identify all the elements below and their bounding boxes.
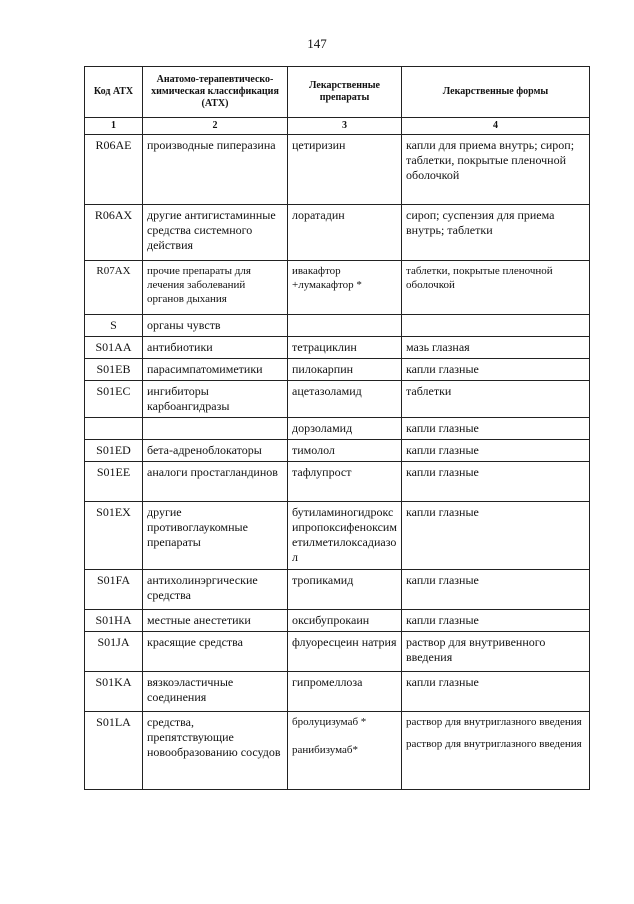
header-forms: Лекарственные формы bbox=[402, 67, 590, 118]
dosage-form: раствор для внутриглазного введения bbox=[406, 716, 582, 728]
dosage-form: капли глазные bbox=[402, 672, 590, 712]
dosage-form: капли глазные bbox=[402, 359, 590, 381]
dosage-form: капли глазные bbox=[402, 462, 590, 502]
dosage-form bbox=[402, 315, 590, 337]
table-row bbox=[85, 672, 590, 712]
atx-code: R06AE bbox=[85, 135, 143, 205]
table-row bbox=[85, 261, 590, 315]
dosage-form: таблетки, покрытые пленочной оболочкой bbox=[402, 261, 590, 315]
table-row bbox=[85, 632, 590, 672]
atx-code: S01JA bbox=[85, 632, 143, 672]
table-header-row bbox=[85, 67, 590, 118]
dosage-form: мазь глазная bbox=[402, 337, 590, 359]
atx-code: R07AX bbox=[85, 261, 143, 315]
atx-classification: антибиотики bbox=[143, 337, 288, 359]
page-number: 147 bbox=[307, 36, 327, 51]
atx-code: S01FA bbox=[85, 570, 143, 610]
dosage-form: раствор для внутриглазного введения bbox=[406, 738, 582, 750]
drug-name: тетрациклин bbox=[288, 337, 402, 359]
table-row bbox=[85, 462, 590, 502]
column-number-row bbox=[85, 118, 590, 135]
atx-classification: аналоги простагландинов bbox=[143, 462, 288, 502]
dosage-form: раствор для внутривенного введения bbox=[402, 632, 590, 672]
table-row bbox=[85, 610, 590, 632]
drug-name: бутиламиногидроксипропоксифеноксиметилметилоксадиазол bbox=[288, 502, 402, 570]
table-row bbox=[85, 440, 590, 462]
dosage-form: сироп; суспензия для приема внутрь; таблетки bbox=[402, 205, 590, 261]
column-number: 4 bbox=[402, 118, 590, 135]
atx-code: S01HA bbox=[85, 610, 143, 632]
dosage-form: капли глазные bbox=[402, 418, 590, 440]
atx-classification: вязкоэластичные соединения bbox=[143, 672, 288, 712]
table-row bbox=[85, 315, 590, 337]
atx-code: S01EC bbox=[85, 381, 143, 418]
table-row bbox=[85, 359, 590, 381]
table-row bbox=[85, 135, 590, 205]
atx-classification bbox=[143, 418, 288, 440]
drug-cell bbox=[288, 712, 402, 790]
header-drugs: Лекарственные препараты bbox=[288, 67, 402, 118]
form-cell bbox=[402, 712, 590, 790]
atx-classification: средства, препятствующие новообразованию сосудов bbox=[143, 712, 288, 790]
table-row bbox=[85, 337, 590, 359]
atx-classification: антихолинэргические средства bbox=[143, 570, 288, 610]
atx-classification: красящие средства bbox=[143, 632, 288, 672]
drug-name: бролуцизумаб * bbox=[292, 716, 367, 728]
dosage-form: таблетки bbox=[402, 381, 590, 418]
atx-code: S01AA bbox=[85, 337, 143, 359]
atx-classification: производные пиперазина bbox=[143, 135, 288, 205]
atx-classification: бета-адреноблокаторы bbox=[143, 440, 288, 462]
atx-code: S01EX bbox=[85, 502, 143, 570]
dosage-form: капли для приема внутрь; сироп; таблетки, покрытые пленочной оболочкой bbox=[402, 135, 590, 205]
header-code: Код АТХ bbox=[85, 67, 143, 118]
drug-name bbox=[288, 315, 402, 337]
atx-code: S01EE bbox=[85, 462, 143, 502]
drug-name: ацетазоламид bbox=[288, 381, 402, 418]
column-number: 1 bbox=[85, 118, 143, 135]
dosage-form: капли глазные bbox=[402, 610, 590, 632]
drug-name: лоратадин bbox=[288, 205, 402, 261]
drug-name: ивакафтор +лумакафтор * bbox=[288, 261, 402, 315]
atx-classification: прочие препараты для лечения заболеваний органов дыхания bbox=[143, 261, 288, 315]
atx-classification: местные анестетики bbox=[143, 610, 288, 632]
drug-name: тимолол bbox=[288, 440, 402, 462]
atx-classification: парасимпатомиметики bbox=[143, 359, 288, 381]
header-classification: Анатомо-терапевтическо-химическая классификация (АТХ) bbox=[143, 67, 288, 118]
atx-code: S bbox=[85, 315, 143, 337]
dosage-form: капли глазные bbox=[402, 570, 590, 610]
table-row bbox=[85, 418, 590, 440]
drug-name: цетиризин bbox=[288, 135, 402, 205]
table-row bbox=[85, 205, 590, 261]
atx-table bbox=[84, 66, 590, 790]
drug-name: тафлупрост bbox=[288, 462, 402, 502]
column-number: 2 bbox=[143, 118, 288, 135]
drug-name: ранибизумаб* bbox=[292, 744, 358, 756]
column-number: 3 bbox=[288, 118, 402, 135]
drug-name: флуоресцеин натрия bbox=[288, 632, 402, 672]
atx-classification: другие противоглаукомные препараты bbox=[143, 502, 288, 570]
atx-classification: органы чувств bbox=[143, 315, 288, 337]
atx-code bbox=[85, 418, 143, 440]
drug-name: пилокарпин bbox=[288, 359, 402, 381]
dosage-form: капли глазные bbox=[402, 502, 590, 570]
table-row bbox=[85, 502, 590, 570]
table-row bbox=[85, 570, 590, 610]
dosage-form: капли глазные bbox=[402, 440, 590, 462]
atx-code: S01KA bbox=[85, 672, 143, 712]
drug-name: тропикамид bbox=[288, 570, 402, 610]
atx-code: R06AX bbox=[85, 205, 143, 261]
drug-name: оксибупрокаин bbox=[288, 610, 402, 632]
atx-code: S01ED bbox=[85, 440, 143, 462]
table-row bbox=[85, 712, 590, 790]
atx-code: S01LA bbox=[85, 712, 143, 790]
atx-classification: ингибиторы карбоангидразы bbox=[143, 381, 288, 418]
drug-name: гипромеллоза bbox=[288, 672, 402, 712]
table-row bbox=[85, 381, 590, 418]
atx-code: S01EB bbox=[85, 359, 143, 381]
atx-classification: другие антигистаминные средства системного действия bbox=[143, 205, 288, 261]
drug-name: дорзоламид bbox=[288, 418, 402, 440]
